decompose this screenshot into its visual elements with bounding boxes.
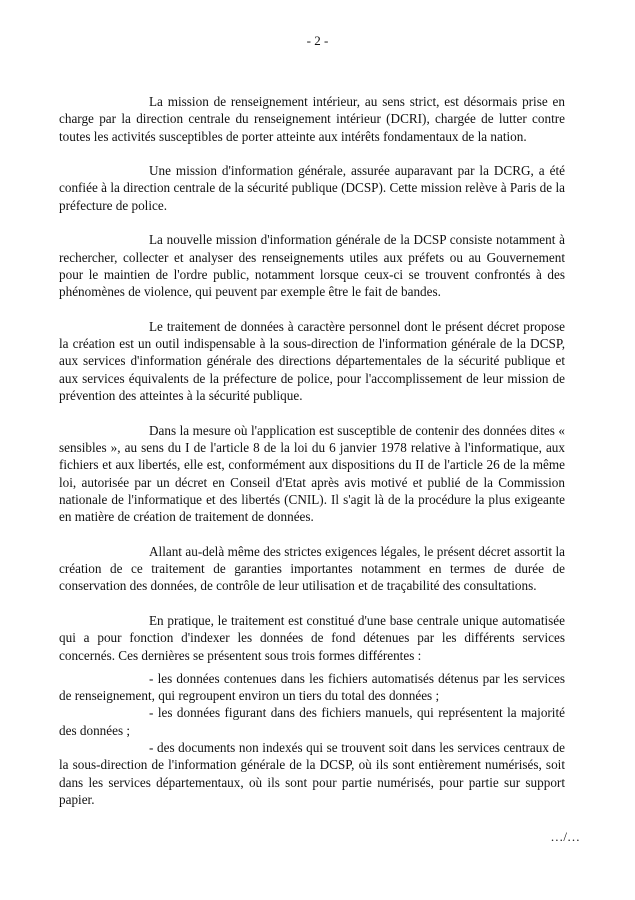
- paragraph-en-pratique: En pratique, le traitement est constitué d'une base centrale unique automatisée qui a pour fonction d'indexer les données de fond détenues par les différents services concernés. Ces dernières se présentent sous trois formes différentes :: [59, 612, 565, 663]
- continuation-mark: …/…: [550, 829, 580, 844]
- paragraph-information-generale: La nouvelle mission d'information générale de la DCSP consiste notamment à rechercher, collecter et analyser des renseignements utiles aux préfets ou au Gouvernement pour le maintien de l'ordre public, notamment lorsque ceux-ci se trouvent confrontés à des phénomènes de violence, qui peuvent par exemple être le fait de bandes.: [59, 232, 565, 300]
- paragraph-dcri-mission: La mission de renseignement intérieur, au sens strict, est désormais prise en charge par la direction centrale du renseignement intérieur (DCRI), chargée de lutter contre toutes les activités susceptibles de porter atteinte aux intérêts fondamentaux de la nation.: [59, 94, 565, 144]
- paragraph-donnees-sensibles: Dans la mesure où l'application est susceptible de contenir des données dites « sensibles », au sens du I de l'article 8 de la loi du 6 janvier 1978 relative à l'informatique, aux fichiers et aux libertés, elle est, conformément aux dispositions du II de l'article 26 de la même loi, autorisée par un décret en Conseil d'Etat après avis motivé et publié de la Commission nationale de l'informatique et des libertés (CNIL). Il s'agit là de la procédure la plus exigeante en matière de création de traitement de données.: [59, 422, 565, 525]
- document-body: [59, 93, 565, 808]
- list-item: - les données contenues dans les fichiers automatisés détenus par les services de renseignement, qui regroupent environ un tiers du total des données ;: [59, 670, 565, 704]
- paragraph-dcsp-mission: Une mission d'information générale, assurée auparavant par la DCRG, a été confiée à la direction centrale de la sécurité publique (DCSP). Cette mission relève à Paris de la préfecture de police.: [59, 163, 565, 213]
- paragraph-garanties: Allant au-delà même des strictes exigences légales, le présent décret assortit la création de ce traitement de garanties importantes notamment en termes de durée de conservation des données, de contrôle de leur utilisation et de traçabilité des consultations.: [59, 543, 565, 594]
- list-item: - les données figurant dans des fichiers manuels, qui représentent la majorité des données ;: [59, 705, 565, 738]
- list-item: - des documents non indexés qui se trouvent soit dans les services centraux de la sous-direction de l'information générale de la DCSP, où ils sont entièrement numérisés, soit dans les services départementaux, où ils sont pour partie numérisés, pour partie sur support papier.: [59, 739, 565, 807]
- paragraph-traitement-donnees: Le traitement de données à caractère personnel dont le présent décret propose la création est un outil indispensable à la sous-direction de l'information générale de la DCSP, aux services d'information générale des directions départementales de la sécurité publique et aux services équivalents de la préfecture de police, pour l'accomplissement de leur mission de prévention des atteintes à la sécurité publique.: [59, 318, 565, 404]
- page-number: - 2 -: [306, 33, 329, 48]
